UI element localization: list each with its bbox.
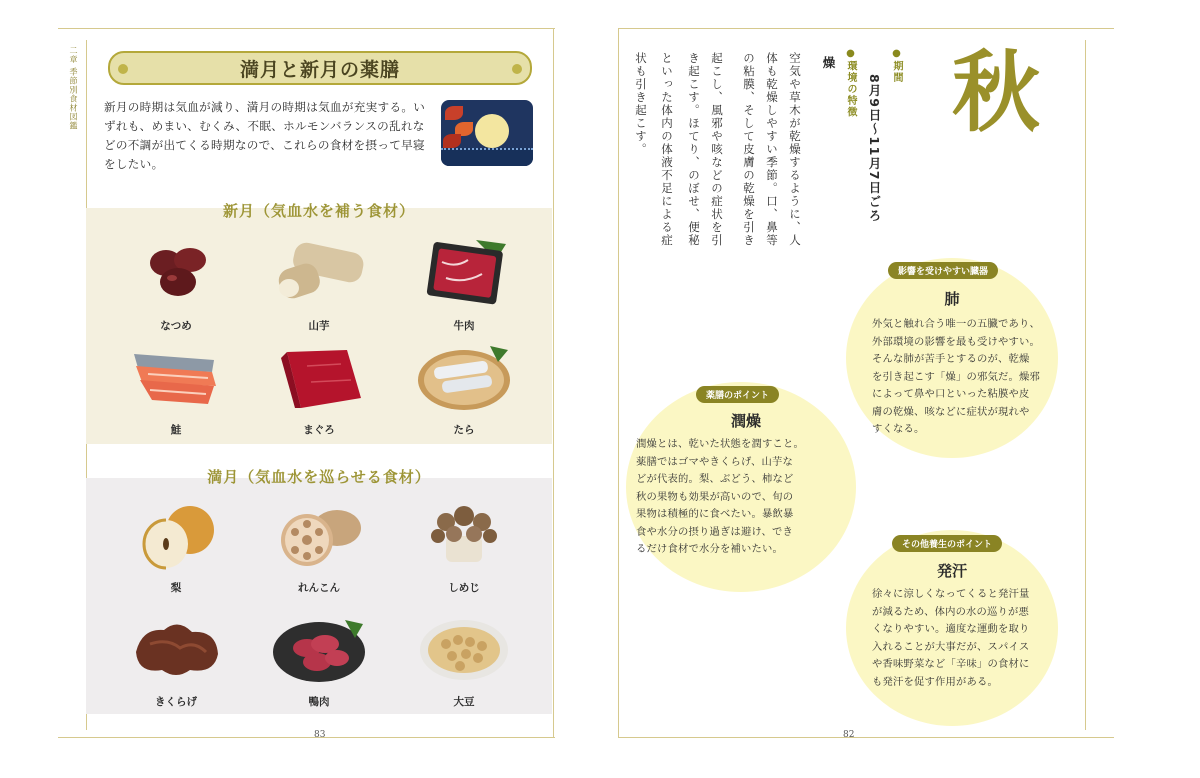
food-item [394, 342, 534, 437]
other-title: 発汗 [936, 562, 967, 580]
page-number-right: 82 [843, 730, 855, 740]
right-gutter-rule [618, 28, 619, 738]
left-top-rule [58, 28, 555, 29]
yakuzen-text [636, 436, 836, 559]
duck-meat-icon [271, 614, 367, 684]
other-text-line: や香味野菜など「辛味」の食材に [872, 658, 1030, 670]
beef-icon [416, 238, 512, 308]
food-item [106, 614, 246, 709]
food-item [106, 238, 246, 333]
right-bottom-rule [618, 737, 1114, 738]
food-label: 梨 [170, 582, 182, 594]
food-label: 大豆 [453, 696, 475, 708]
soybean-icon [416, 614, 512, 684]
cod-icon [416, 342, 512, 412]
salmon-icon [128, 342, 224, 412]
environment-value: 燥 [821, 56, 836, 70]
organ-text-line: 外気と触れ合う唯一の五臓であり、 [872, 318, 1040, 330]
other-text-line: くなりやすい。適度な運動を取り [872, 623, 1030, 635]
description-col: き起こす。ほてり、のぼせ、便秘 [687, 52, 701, 247]
yakuzen-badge: 薬膳のポイント [696, 386, 779, 403]
full-moon-title: 満月（気血水を巡らせる食材） [207, 468, 431, 486]
food-label: れんこん [298, 582, 340, 594]
organ-title: 肺 [944, 290, 960, 308]
description-col: 状も引き起こす。 [634, 52, 648, 156]
organ-text-line: 膚の乾燥、咳などに症状が現れや [872, 405, 1030, 418]
food-label: 鴨肉 [308, 696, 330, 708]
wood-ear-icon [128, 614, 224, 684]
other-text-line: が減るため、体内の水の巡りが悪 [872, 605, 1030, 618]
food-item [249, 614, 389, 709]
organ-text-line: すくなる。 [872, 423, 925, 435]
description-col: 起こし、風邪や咳などの症状を引 [710, 52, 724, 247]
yakuzen-text-line: るだけ食材で水分を補いたい。 [636, 543, 783, 555]
right-top-rule [618, 28, 1114, 29]
yakuzen-text-line: どが代表的。梨、ぶどう、柿など [636, 473, 794, 485]
other-badge: その他養生のポイント [892, 535, 1002, 552]
organ-text-line: によって鼻や口といった粘膜や皮 [872, 388, 1030, 400]
food-item [249, 500, 389, 595]
food-item [394, 238, 534, 333]
new-moon-title: 新月（気血水を補う食材） [222, 202, 415, 220]
description-col: の粘膜、そして皮膚の乾燥を引き [742, 52, 756, 247]
other-text-line: も発汗を促す作用がある。 [872, 675, 998, 688]
maple-leaf-icon [445, 106, 463, 120]
food-item [106, 342, 246, 437]
season-kanji: 秋 [952, 40, 1041, 144]
pear-icon [128, 500, 224, 570]
banner-dot-right [512, 64, 522, 74]
yakuzen-text-line: 食や水分の摂り過ぎは避け、でき [636, 525, 794, 538]
other-text-line: 徐々に涼しくなってくると発汗量 [872, 588, 1030, 600]
food-label: 牛肉 [453, 320, 475, 332]
new-moon-section [86, 202, 552, 444]
organ-text-line: を引き起こす「燥」の邪気だ。燥邪 [872, 370, 1040, 383]
page-number-left: 83 [314, 730, 326, 740]
food-item [249, 342, 389, 437]
page-title-banner [108, 51, 532, 85]
description-col: 空気や草木が乾燥するように、人 [788, 52, 802, 247]
food-label: 山芋 [308, 320, 330, 332]
organ-text [872, 316, 1052, 439]
wave-pattern [441, 148, 533, 166]
food-label: たら [453, 424, 475, 436]
yakuzen-text-line: 果物は積極的に食べたい。暴飲暴 [636, 508, 794, 520]
tuna-icon [271, 342, 367, 412]
period-label: ●期間 [891, 48, 902, 84]
left-bottom-rule [58, 737, 555, 738]
food-label: 鮭 [170, 424, 182, 436]
other-text-line: 入れることが大事だが、スパイス [872, 640, 1030, 653]
intro-text: 新月の時期は気血が減り、満月の時期は気血が充実する。いずれも、めまい、むくみ、不眠、ホルモンバランスの乱れなどの不調が出てくる時期なので、これらの食材を摂って早寝をしたい。 [104, 100, 426, 171]
banner-dot-left [118, 64, 128, 74]
food-item [249, 238, 389, 333]
chapter-label: 二章 季節別食材図鑑 [69, 46, 78, 131]
yakuzen-text-line: 薬膳ではゴマやきくらげ、山芋な [636, 455, 794, 468]
food-label: きくらげ [155, 696, 197, 708]
organ-text-line: 外部環境の影響を最も受けやすい。 [872, 335, 1040, 348]
food-item [394, 614, 534, 709]
other-text [872, 586, 1052, 691]
food-item [394, 500, 534, 595]
food-item [106, 500, 246, 595]
right-margin-rule [1085, 40, 1086, 730]
full-moon-section [86, 468, 552, 714]
moon-illustration [441, 100, 533, 166]
full-moon-icon [475, 114, 509, 148]
organ-text-line: そんな肺が苦手とするのが、乾燥 [872, 353, 1030, 365]
yakuzen-title: 潤燥 [730, 412, 761, 430]
yakuzen-text-line: 潤燥とは、乾いた状態を潤すこと。 [636, 438, 804, 450]
yakuzen-text-line: 秋の果物も効果が高いので、旬の [636, 490, 794, 503]
lotus-root-icon [271, 500, 367, 570]
organ-badge: 影響を受けやすい臓器 [888, 262, 998, 279]
food-label: なつめ [160, 320, 192, 332]
description-col: といった体内の体液不足による症 [660, 52, 674, 247]
jujube-icon [128, 238, 224, 308]
description-col: 体も乾燥しやすい季節。口、鼻等 [765, 52, 779, 247]
shimeji-icon [416, 500, 512, 570]
yam-icon [271, 238, 367, 308]
food-label: まぐろ [303, 424, 335, 436]
environment-label: ●環境の特徴 [845, 48, 856, 118]
food-label: しめじ [448, 582, 480, 594]
period-value: 8月9日〜11月7日ごろ [867, 74, 882, 223]
maple-leaf-icon [443, 134, 461, 148]
left-gutter-rule [553, 28, 554, 738]
page-title: 満月と新月の薬膳 [239, 58, 400, 81]
